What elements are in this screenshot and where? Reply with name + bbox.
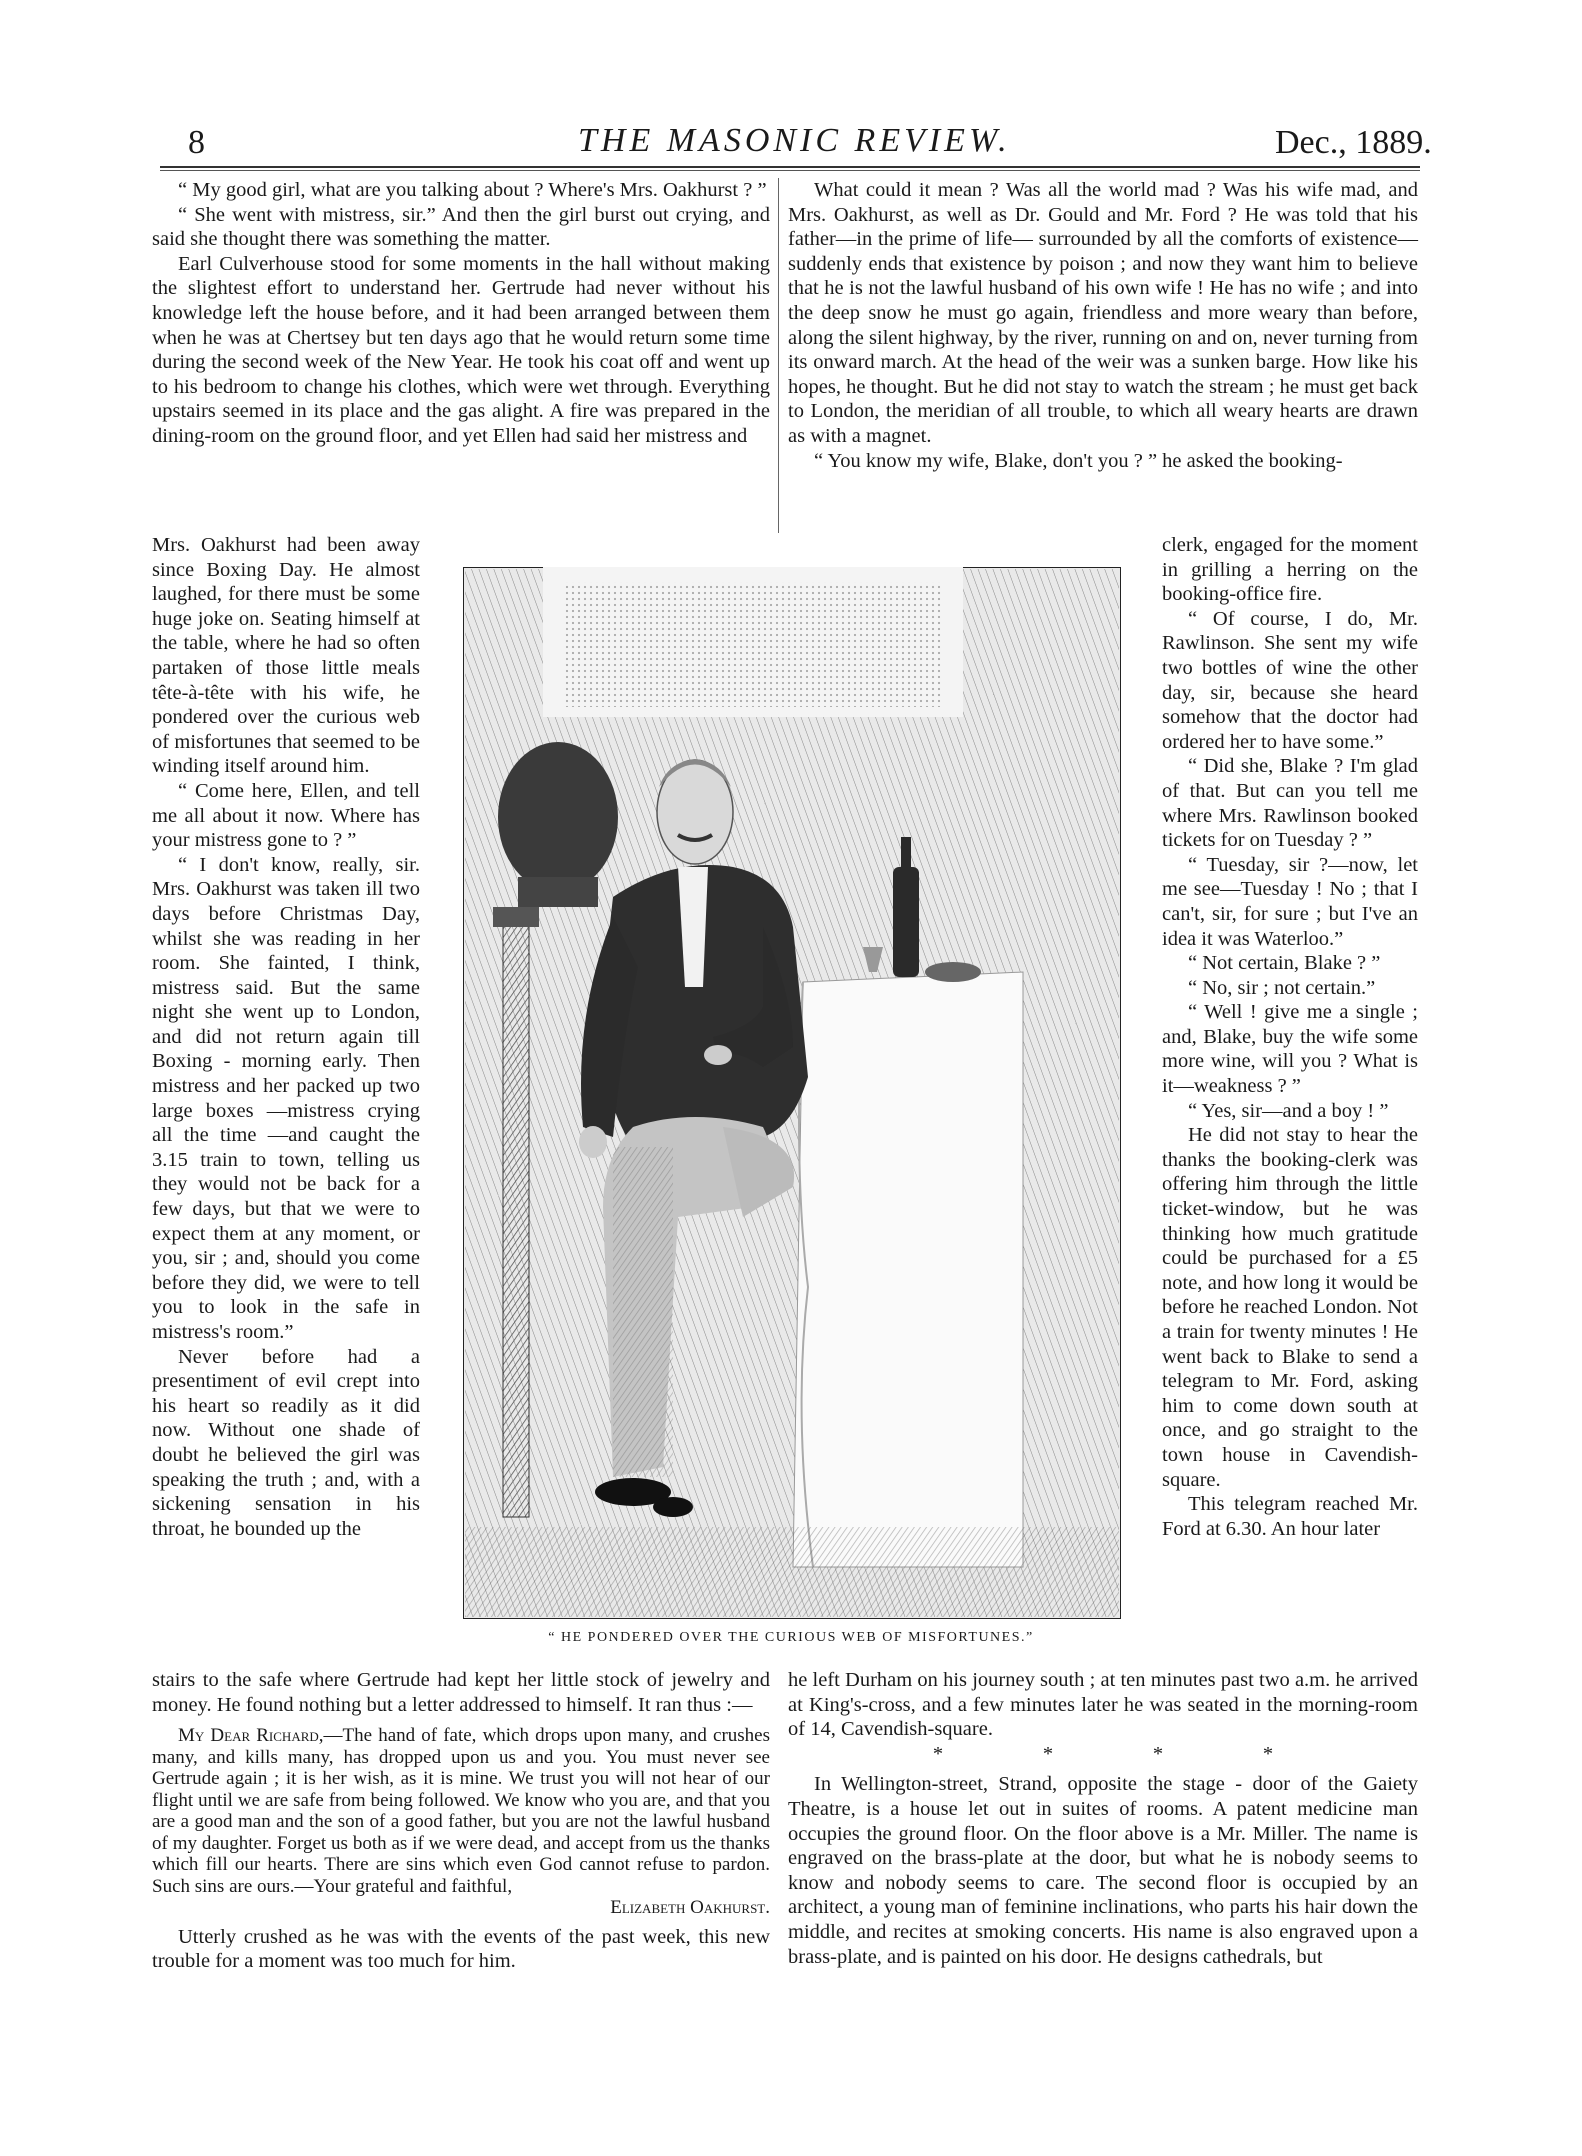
journal-title: THE MASONIC REVIEW. xyxy=(578,122,1011,159)
asterisk: * xyxy=(1262,1742,1274,1765)
letter xyxy=(152,1725,770,1919)
letter-salutation: My Dear Richard, xyxy=(178,1725,324,1747)
header-rule xyxy=(160,166,1420,168)
paragraph: Earl Culverhouse stood for some moments in the hall without making the slightest effort to understand her. Gertrude had never without his knowledge left the house before, and it had been arranged between them when he was at Chertsey but ten days ago that he would return some time during the second week of the New Year. He took his coat off and went up to his bedroom to change his clothes, which were wet through. Everything upstairs seemed in its place and the gas alight. A fire was prepared in the dining-room on the ground floor, and yet Ellen had said her mistress and xyxy=(152,252,770,447)
engraving-seated-man xyxy=(463,567,1121,1619)
asterisk: * xyxy=(932,1742,944,1765)
paragraph: clerk, engaged for the moment in grilling a herring on the booking-office fire. xyxy=(1162,534,1418,606)
paragraph: “ Of course, I do, Mr. Rawlinson. She sent my wife two bottles of wine the other day, sir, because she heard somehow that the doctor had ordered her to have some.” xyxy=(1162,607,1418,753)
left-column-narrow xyxy=(152,533,420,1541)
header-rule-thin xyxy=(160,170,1420,171)
paragraph: stairs to the safe where Gertrude had kept her little stock of jewelry and money. He found nothing but a letter addressed to himself. It ran thus :— xyxy=(152,1669,770,1716)
left-column-top xyxy=(152,178,770,449)
paragraph: He did not stay to hear the thanks the booking-clerk was offering him through the little ticket-window, but he was thinking how much gratitude could be purchased for a £5 note, and how long it would be before he reached London. Not a train for twenty minutes ! He went back to Blake to send a telegram to Mr. Ford, asking him to come down south at once, and go straight to the town house in Cavendish-square. xyxy=(1162,1124,1418,1491)
paragraph: Utterly crushed as he was with the events of the past week, this new trouble for a moment was too much for him. xyxy=(152,1925,770,1973)
column-divider xyxy=(778,178,779,533)
paragraph: “ Yes, sir—and a boy ! ” xyxy=(1188,1099,1389,1122)
right-column-narrow xyxy=(1162,533,1418,1541)
paragraph: “ I don't know, really, sir. Mrs. Oakhurst was taken ill two days before Christmas Day, whilst she was reading in her room. She fainted, I think, mistress said. But the same night she went up to London, and did not return again till Boxing - morning early. Then mistress and her packed up two large boxes —mistress crying all the time —and caught the 3.15 train to town, telling us they would not be back for a few days, but that we were to expect them at any moment, or you, sir ; and, should you come before they did, we were to tell you to look in the safe in mistress's room.” xyxy=(152,853,420,1343)
paragraph: “ My good girl, what are you talking about ? Where's Mrs. Oakhurst ? ” xyxy=(178,179,767,201)
letter-body xyxy=(152,1725,770,1919)
paragraph: In Wellington-street, Strand, opposite the stage - door of the Gaiety Theatre, is a house let out in suites of rooms. A patent medicine man occupies the ground floor. On the floor above is a Mr. Miller. The name is engraved on the brass-plate at the door, but what he is nobody seems to know and nobody seems to care. The second floor is occupied by an architect, a young man of feminine inclinations, who parts his hair down the middle, and recites at smoking concerts. His name is also engraved upon a brass-plate, and is painted on his door. He designs cathedrals, but xyxy=(788,1773,1418,1968)
paragraph: This telegram reached Mr. Ford at 6.30. An hour later xyxy=(1162,1493,1418,1540)
paragraph: “ She went with mistress, sir.” And then the girl burst out crying, and said she thought there was something the matter. xyxy=(152,203,770,251)
paragraph: “ Tuesday, sir ?—now, let me see—Tuesday ! No ; that I can't, sir, for sure ; but I've an idea it was Waterloo.” xyxy=(1162,853,1418,950)
right-column-top xyxy=(788,178,1418,473)
page-number: 8 xyxy=(188,124,205,161)
paragraph: “ Did she, Blake ? I'm glad of that. But can you tell me where Mrs. Rawlinson booked tickets for on Tuesday ? ” xyxy=(1162,755,1418,852)
paragraph: “ You know my wife, Blake, don't you ? ” he asked the booking- xyxy=(814,449,1343,472)
asterisk: * xyxy=(1042,1742,1054,1765)
asterisk: * xyxy=(1152,1742,1164,1765)
left-column-bottom xyxy=(152,1668,770,1974)
paragraph: What could it mean ? Was all the world mad ? Was his wife mad, and Mrs. Oakhurst, as well as Dr. Gould and Mr. Ford ? He was told that his father—in the prime of life— surrounded by all the comforts of existence—suddenly ends that existence by poison ; and now they want him to believe that he is not the lawful husband of his own wife ! He has no wife ; and into the deep snow he must go again, friendless and more weary than before, along the silent highway, by the river, running on and on, never turning from its onward march. At the head of the weir was a sunken barge. How like his hopes, he thought. But he did not stay to watch the stream ; he must get back to London, the meridian of all trouble, to which all weary hearts are drawn as with a magnet. xyxy=(788,179,1418,447)
section-break xyxy=(788,1742,1418,1767)
letter-text: —The hand of fate, which drops upon many, and crushes many, and kills many, has dropped upon us and you. You must never see Gertrude again ; it is her wish, as it is mine. We trust you will not hear of our flight until we are safe from being followed. We know who you are, and that you are a good man and the son of a good father, but you are not the lawful husband of my daughter. Forget us both as if we were dead, and accept from us the thanks which fill our hearts. There are sins which even God cannot refuse to pardon. Such sins are ours.—Your grateful and faithful, xyxy=(152,1725,771,1897)
paragraph: “ Come here, Ellen, and tell me all about it now. Where has your mistress gone to ? ” xyxy=(152,779,420,852)
paragraph: Mrs. Oakhurst had been away since Boxing Day. He almost laughed, for there must be some huge joke on. Seating himself at the table, where he had so often partaken of those little meals tête-à-tête with his wife, he pondered over the curious web of misfortunes that seemed to be winding itself around him. xyxy=(152,534,420,778)
letter-signature: Elizabeth Oakhurst. xyxy=(610,1897,770,1919)
paragraph: he left Durham on his journey south ; at ten minutes past two a.m. he arrived at King's-cross, and a few minutes later he was seated in the morning-room of 14, Cavendish-square. xyxy=(788,1669,1418,1741)
illustration-caption: “ HE PONDERED OVER THE CURIOUS WEB OF MISFORTUNES.” xyxy=(548,1630,1034,1645)
right-column-bottom xyxy=(788,1668,1418,1969)
paragraph: “ Not certain, Blake ? ” xyxy=(1188,952,1381,975)
issue-date: Dec., 1889. xyxy=(1275,124,1432,161)
paragraph: Never before had a presentiment of evil crept into his heart so readily as it did now. Without one shade of doubt he believed the girl was speaking the truth ; and, with a sickening sensation in his throat, he bounded up the xyxy=(152,1345,420,1540)
paragraph: “ Well ! give me a single ; and, Blake, buy the wife some more wine, will you ? What is it—weakness ? ” xyxy=(1162,1001,1418,1098)
paragraph: “ No, sir ; not certain.” xyxy=(1188,976,1376,999)
